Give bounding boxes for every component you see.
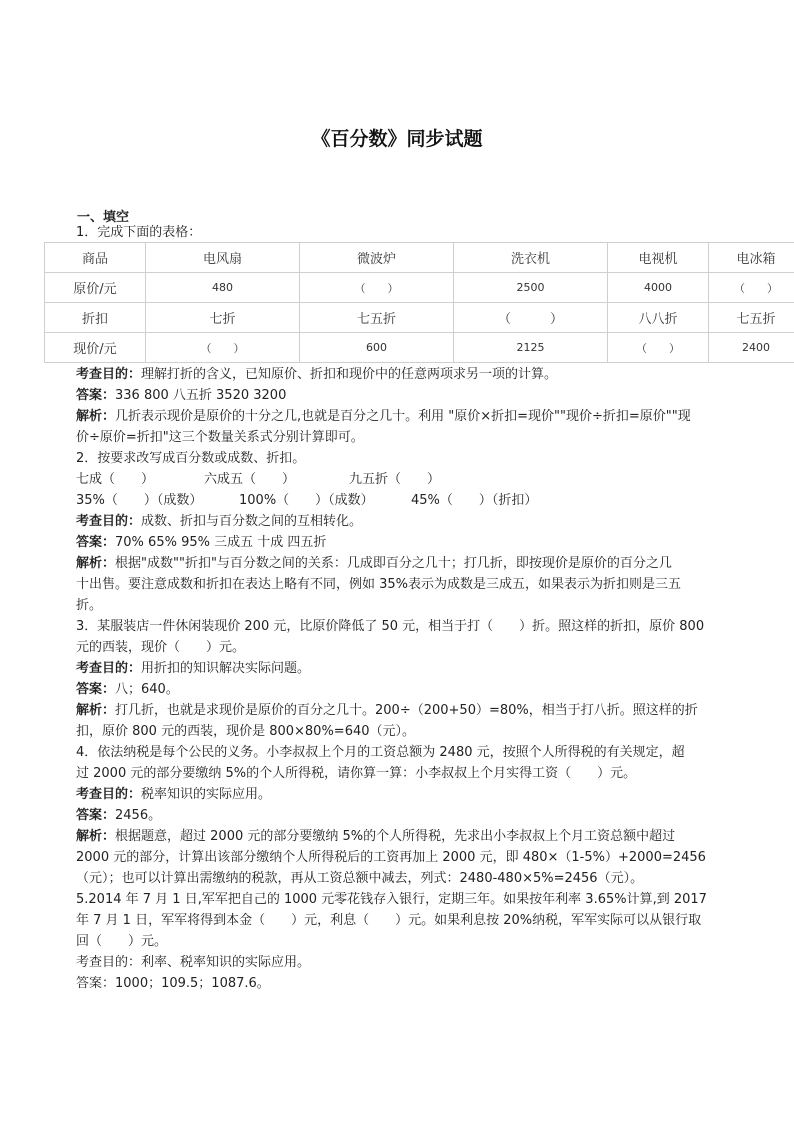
- q1-purpose: [76, 365, 557, 385]
- q3-answer: [76, 680, 179, 700]
- table-cell: 电视机: [608, 243, 709, 273]
- table-cell: （ ）: [608, 333, 709, 363]
- q2-analysis-cont: 十出售。要注意成数和折扣在表达上略有不同，例如 35%表示为成数是三成五，如果表示为折扣则是三五: [76, 577, 682, 592]
- analysis-label: 解析：: [76, 829, 116, 844]
- table-cell: 折扣: [45, 303, 146, 333]
- purpose-text: 理解打折的含义，已知原价、折扣和现价中的任意两项求另一项的计算。: [141, 367, 558, 382]
- q5-purpose: 考查目的：利率、税率知识的实际应用。: [76, 955, 311, 970]
- analysis-text: 根据题意，超过 2000 元的部分要缴纳 5%的个人所得税，先求出小李叔叔上个月工资总额中超过: [115, 829, 676, 844]
- q2-item: 七成（ ）: [76, 472, 155, 487]
- q2-row1: [76, 470, 440, 490]
- q2-answer: [76, 533, 326, 553]
- price-discount-table: [44, 242, 794, 363]
- answer-label: 答案：: [76, 808, 116, 823]
- q3-analysis-cont: 扣，原价 800 元的西装，现价是 800×80%=640（元）。: [76, 724, 416, 739]
- q5-prompt-cont: 年 7 月 1 日，军军将得到本金（ ）元，利息（ ）元。如果利息按 20%纳税，军军实际可以从银行取: [76, 913, 702, 928]
- table-header-row: [45, 243, 794, 273]
- q1-prompt: 1．完成下面的表格：: [76, 225, 202, 240]
- q4-prompt: 4．依法纳税是每个公民的义务。小李叔叔上个月的工资总额为 2480 元，按照个人所得税的有关规定，超: [76, 745, 685, 760]
- analysis-text: 根据"成数""折扣"与百分数之间的关系：几成即百分之几十；打几折，即按现价是原价的百分之几: [115, 556, 672, 571]
- q4-purpose: [76, 785, 271, 805]
- q3-prompt-cont: 元的西装，现价（ ）元。: [76, 640, 246, 655]
- table-cell: 原价/元: [45, 273, 146, 303]
- q2-row2: [76, 491, 537, 511]
- q2-analysis-cont: 折。: [76, 598, 103, 613]
- table-cell: 2125: [454, 333, 608, 363]
- analysis-label: 解析：: [76, 409, 116, 424]
- answer-label: 答案：: [76, 535, 116, 550]
- table-cell: 七五折: [709, 303, 794, 333]
- analysis-text: 打几折，也就是求现价是原价的百分之几十。200÷（200+50）=80%，相当于打八折。照这样的折: [115, 703, 698, 718]
- q1-analysis-cont: 价÷原价=折扣"这三个数量关系式分别计算即可。: [76, 430, 364, 445]
- analysis-label: 解析：: [76, 703, 116, 718]
- table-row: [45, 273, 794, 303]
- table-row: [45, 333, 794, 363]
- analysis-text: 几折表示现价是原价的十分之几,也就是百分之几十。利用 "原价×折扣=现价""现价÷折扣=原价""现: [115, 409, 691, 424]
- table-cell: 七五折: [300, 303, 454, 333]
- table-cell: 4000: [608, 273, 709, 303]
- answer-label: 答案：: [76, 388, 116, 403]
- q2-prompt: 2．按要求改写成百分数或成数、折扣。: [76, 451, 306, 466]
- table-cell: 600: [300, 333, 454, 363]
- table-cell: 八八折: [608, 303, 709, 333]
- q5-answer: 答案：1000；109.5；1087.6。: [76, 976, 270, 991]
- purpose-label: 考查目的：: [76, 661, 142, 676]
- purpose-label: 考查目的：: [76, 514, 142, 529]
- answer-text: 八；640。: [115, 682, 179, 697]
- answer-text: 336 800 八五折 3520 3200: [115, 388, 287, 403]
- table-cell: 七折: [146, 303, 300, 333]
- q2-item: 九五折（ ）: [349, 472, 441, 487]
- q1-answer: [76, 386, 286, 406]
- purpose-label: 考查目的：: [76, 787, 142, 802]
- table-cell: （ ）: [300, 273, 454, 303]
- section-heading-fill-blank: 一、填空: [77, 210, 130, 225]
- analysis-label: 解析：: [76, 556, 116, 571]
- q3-analysis: [76, 701, 698, 721]
- q4-analysis-cont: （元）；也可以计算出需缴纳的税款，再从工资总额中减去，列式：2480-480×5%=2456（元）。: [76, 871, 644, 886]
- q3-purpose: [76, 659, 310, 679]
- q2-analysis: [76, 554, 672, 574]
- table-cell: （ ）: [454, 303, 608, 333]
- table-cell: （ ）: [709, 273, 794, 303]
- q4-analysis: [76, 827, 675, 847]
- table-cell: 商品: [45, 243, 146, 273]
- q3-prompt: 3．某服装店一件休闲装现价 200 元，比原价降低了 50 元，相当于打（ ）折。照这样的折扣，原价 800: [76, 619, 705, 634]
- q4-answer: [76, 806, 161, 826]
- table-cell: 480: [146, 273, 300, 303]
- purpose-label: 考查目的：: [76, 367, 142, 382]
- q5-prompt-cont: 回（ ）元。: [76, 934, 168, 949]
- q4-analysis-cont: 2000 元的部分，计算出该部分缴纳个人所得税后的工资再加上 2000 元，即 480×（1-5%）+2000=2456: [76, 850, 706, 865]
- table-cell: 2500: [454, 273, 608, 303]
- answer-label: 答案：: [76, 682, 116, 697]
- purpose-text: 用折扣的知识解决实际问题。: [141, 661, 311, 676]
- purpose-text: 税率知识的实际应用。: [141, 787, 272, 802]
- table-cell: 微波炉: [300, 243, 454, 273]
- table-cell: 洗衣机: [454, 243, 608, 273]
- purpose-text: 成数、折扣与百分数之间的互相转化。: [141, 514, 363, 529]
- table-cell: 2400: [709, 333, 794, 363]
- q2-item: 35%（ ）（成数）: [76, 493, 203, 508]
- q1-analysis: [76, 407, 691, 427]
- table-cell: 电冰箱: [709, 243, 794, 273]
- table-cell: 电风扇: [146, 243, 300, 273]
- page-title: 《百分数》同步试题: [311, 128, 483, 150]
- q4-prompt-cont: 过 2000 元的部分要缴纳 5%的个人所得税，请你算一算：小李叔叔上个月实得工资（ ）元。: [76, 766, 637, 781]
- table-row: [45, 303, 794, 333]
- q2-purpose: [76, 512, 362, 532]
- q2-item: 45%（ ）（折扣）: [411, 493, 538, 508]
- q2-item: 六成五（ ）: [204, 472, 296, 487]
- answer-text: 70% 65% 95% 三成五 十成 四五折: [115, 535, 327, 550]
- table-cell: 现价/元: [45, 333, 146, 363]
- q5-prompt: 5.2014 年 7 月 1 日,军军把自己的 1000 元零花钱存入银行，定期三年。如果按年利率 3.65%计算,到 2017: [76, 892, 707, 907]
- answer-text: 2456。: [115, 808, 162, 823]
- table-cell: （ ）: [146, 333, 300, 363]
- q2-item: 100%（ ）（成数）: [239, 493, 374, 508]
